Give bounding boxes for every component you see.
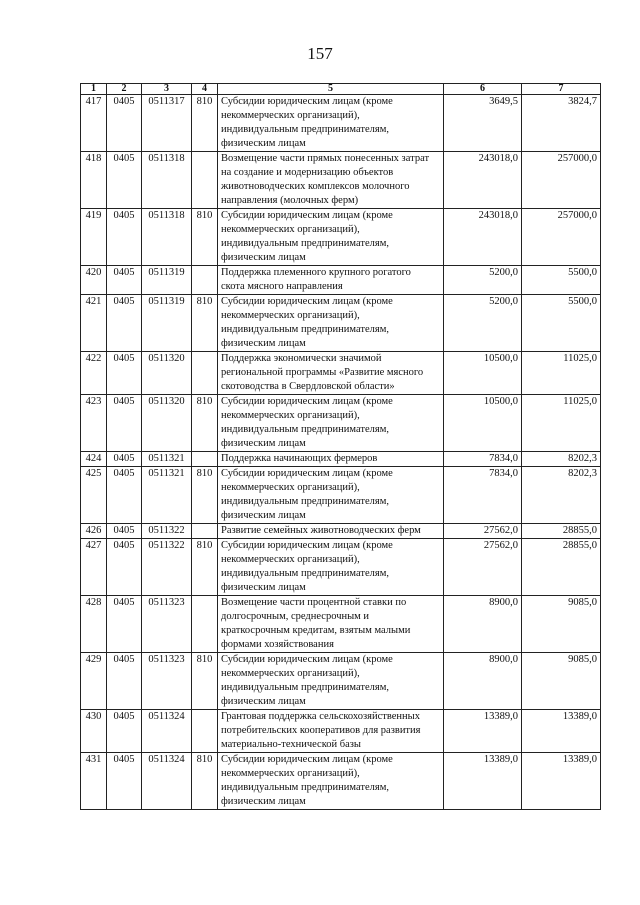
amount-col6-cell: 8900,0 bbox=[444, 596, 522, 653]
item-name-line: физическим лицам bbox=[221, 138, 306, 149]
amount-col6-cell: 10500,0 bbox=[444, 395, 522, 452]
amount-col6-cell: 13389,0 bbox=[444, 710, 522, 753]
expense-type-cell: 810 bbox=[192, 95, 218, 152]
target-code-cell: 0511321 bbox=[142, 452, 192, 467]
target-code-cell: 0511320 bbox=[142, 395, 192, 452]
row-number-cell: 420 bbox=[81, 266, 107, 295]
expense-type-cell: 810 bbox=[192, 539, 218, 596]
item-name-line: долгосрочным, среднесрочным и bbox=[221, 611, 370, 622]
item-name-line: некоммерческих организаций), bbox=[221, 110, 360, 121]
item-name-cell bbox=[218, 753, 444, 810]
item-name-line: скотоводства в Свердловской области» bbox=[221, 381, 395, 392]
table-row bbox=[81, 209, 601, 266]
amount-col7-cell: 3824,7 bbox=[522, 95, 601, 152]
amount-col7-cell: 28855,0 bbox=[522, 524, 601, 539]
item-name-line: индивидуальным предпринимателям, bbox=[221, 568, 389, 579]
amount-col7-cell: 13389,0 bbox=[522, 710, 601, 753]
item-name-line: физическим лицам bbox=[221, 338, 306, 349]
amount-col7-cell: 8202,3 bbox=[522, 452, 601, 467]
amount-col7-cell: 28855,0 bbox=[522, 539, 601, 596]
table-row bbox=[81, 395, 601, 452]
amount-col7-cell: 5500,0 bbox=[522, 295, 601, 352]
amount-col7-cell: 257000,0 bbox=[522, 152, 601, 209]
header-row bbox=[81, 84, 601, 95]
expense-type-cell bbox=[192, 710, 218, 753]
expense-type-cell: 810 bbox=[192, 753, 218, 810]
item-name-line: некоммерческих организаций), bbox=[221, 482, 360, 493]
section-code-cell: 0405 bbox=[107, 266, 142, 295]
item-name-line: некоммерческих организаций), bbox=[221, 554, 360, 565]
target-code-cell: 0511320 bbox=[142, 352, 192, 395]
item-name-line: Субсидии юридическим лицам (кроме bbox=[221, 654, 393, 665]
item-name-line: Субсидии юридическим лицам (кроме bbox=[221, 754, 393, 765]
target-code-cell: 0511322 bbox=[142, 539, 192, 596]
table-row bbox=[81, 710, 601, 753]
row-number-cell: 417 bbox=[81, 95, 107, 152]
item-name-line: индивидуальным предпринимателям, bbox=[221, 682, 389, 693]
item-name-line: индивидуальным предпринимателям, bbox=[221, 324, 389, 335]
item-name-line: индивидуальным предпринимателям, bbox=[221, 238, 389, 249]
target-code-cell: 0511323 bbox=[142, 653, 192, 710]
table-row bbox=[81, 653, 601, 710]
section-code-cell: 0405 bbox=[107, 295, 142, 352]
expense-type-cell bbox=[192, 266, 218, 295]
column-header-1: 1 bbox=[81, 84, 107, 95]
amount-col6-cell: 27562,0 bbox=[444, 539, 522, 596]
amount-col7-cell: 5500,0 bbox=[522, 266, 601, 295]
item-name-cell bbox=[218, 295, 444, 352]
row-number-cell: 429 bbox=[81, 653, 107, 710]
item-name-cell bbox=[218, 209, 444, 266]
item-name-cell bbox=[218, 539, 444, 596]
item-name-line: региональной программы «Развитие мясного bbox=[221, 367, 424, 378]
column-header-7: 7 bbox=[522, 84, 601, 95]
amount-col7-cell: 11025,0 bbox=[522, 352, 601, 395]
amount-col6-cell: 7834,0 bbox=[444, 452, 522, 467]
expense-type-cell bbox=[192, 352, 218, 395]
expense-type-cell: 810 bbox=[192, 395, 218, 452]
item-name-line: индивидуальным предпринимателям, bbox=[221, 782, 389, 793]
item-name-line: направления (молочных ферм) bbox=[221, 195, 359, 206]
table-row bbox=[81, 539, 601, 596]
section-code-cell: 0405 bbox=[107, 524, 142, 539]
section-code-cell: 0405 bbox=[107, 452, 142, 467]
item-name-cell bbox=[218, 710, 444, 753]
item-name-line: физическим лицам bbox=[221, 510, 306, 521]
item-name-line: Развитие семейных животноводческих ферм bbox=[221, 525, 421, 536]
expense-type-cell: 810 bbox=[192, 209, 218, 266]
table-row bbox=[81, 95, 601, 152]
item-name-line: на создание и модернизацию объектов bbox=[221, 167, 394, 178]
item-name-line: Возмещение части процентной ставки по bbox=[221, 597, 407, 608]
section-code-cell: 0405 bbox=[107, 467, 142, 524]
expense-type-cell: 810 bbox=[192, 653, 218, 710]
row-number-cell: 427 bbox=[81, 539, 107, 596]
item-name-line: Грантовая поддержка сельскохозяйственных bbox=[221, 711, 420, 722]
item-name-line: Субсидии юридическим лицам (кроме bbox=[221, 210, 393, 221]
item-name-line: материально-технической базы bbox=[221, 739, 361, 750]
table-row bbox=[81, 753, 601, 810]
item-name-line: некоммерческих организаций), bbox=[221, 224, 360, 235]
section-code-cell: 0405 bbox=[107, 395, 142, 452]
target-code-cell: 0511318 bbox=[142, 152, 192, 209]
section-code-cell: 0405 bbox=[107, 209, 142, 266]
row-number-cell: 428 bbox=[81, 596, 107, 653]
amount-col6-cell: 13389,0 bbox=[444, 753, 522, 810]
table-row bbox=[81, 524, 601, 539]
item-name-cell bbox=[218, 524, 444, 539]
target-code-cell: 0511321 bbox=[142, 467, 192, 524]
item-name-line: Поддержка племенного крупного рогатого bbox=[221, 267, 411, 278]
column-header-2: 2 bbox=[107, 84, 142, 95]
row-number-cell: 423 bbox=[81, 395, 107, 452]
expense-type-cell: 810 bbox=[192, 295, 218, 352]
expense-type-cell bbox=[192, 524, 218, 539]
row-number-cell: 422 bbox=[81, 352, 107, 395]
item-name-line: Возмещение части прямых понесенных затрат bbox=[221, 153, 430, 164]
amount-col6-cell: 5200,0 bbox=[444, 266, 522, 295]
row-number-cell: 418 bbox=[81, 152, 107, 209]
column-header-3: 3 bbox=[142, 84, 192, 95]
item-name-line: Субсидии юридическим лицам (кроме bbox=[221, 468, 393, 479]
amount-col6-cell: 243018,0 bbox=[444, 209, 522, 266]
item-name-line: физическим лицам bbox=[221, 796, 306, 807]
target-code-cell: 0511319 bbox=[142, 266, 192, 295]
section-code-cell: 0405 bbox=[107, 710, 142, 753]
table-row bbox=[81, 467, 601, 524]
expense-type-cell bbox=[192, 596, 218, 653]
item-name-line: потребительских кооперативов для развития bbox=[221, 725, 421, 736]
item-name-line: некоммерческих организаций), bbox=[221, 768, 360, 779]
row-number-cell: 424 bbox=[81, 452, 107, 467]
item-name-cell bbox=[218, 653, 444, 710]
row-number-cell: 425 bbox=[81, 467, 107, 524]
page-number: 157 bbox=[307, 44, 333, 63]
item-name-line: физическим лицам bbox=[221, 252, 306, 263]
item-name-line: некоммерческих организаций), bbox=[221, 410, 360, 421]
item-name-line: краткосрочным кредитам, взятым малыми bbox=[221, 625, 411, 636]
item-name-line: некоммерческих организаций), bbox=[221, 668, 360, 679]
amount-col7-cell: 257000,0 bbox=[522, 209, 601, 266]
item-name-cell bbox=[218, 266, 444, 295]
target-code-cell: 0511317 bbox=[142, 95, 192, 152]
item-name-line: индивидуальным предпринимателям, bbox=[221, 124, 389, 135]
amount-col6-cell: 8900,0 bbox=[444, 653, 522, 710]
section-code-cell: 0405 bbox=[107, 95, 142, 152]
table-row bbox=[81, 352, 601, 395]
item-name-line: скота мясного направления bbox=[221, 281, 343, 292]
target-code-cell: 0511324 bbox=[142, 710, 192, 753]
item-name-line: физическим лицам bbox=[221, 438, 306, 449]
table-row bbox=[81, 596, 601, 653]
budget-table bbox=[80, 83, 601, 810]
column-header-4: 4 bbox=[192, 84, 218, 95]
section-code-cell: 0405 bbox=[107, 753, 142, 810]
table-row bbox=[81, 452, 601, 467]
item-name-line: индивидуальным предпринимателям, bbox=[221, 496, 389, 507]
expense-type-cell bbox=[192, 152, 218, 209]
amount-col7-cell: 11025,0 bbox=[522, 395, 601, 452]
item-name-cell bbox=[218, 452, 444, 467]
item-name-cell bbox=[218, 596, 444, 653]
item-name-cell bbox=[218, 352, 444, 395]
target-code-cell: 0511319 bbox=[142, 295, 192, 352]
amount-col6-cell: 243018,0 bbox=[444, 152, 522, 209]
item-name-line: некоммерческих организаций), bbox=[221, 310, 360, 321]
column-header-5: 5 bbox=[218, 84, 444, 95]
target-code-cell: 0511318 bbox=[142, 209, 192, 266]
section-code-cell: 0405 bbox=[107, 539, 142, 596]
table-body bbox=[81, 95, 601, 810]
item-name-cell bbox=[218, 467, 444, 524]
section-code-cell: 0405 bbox=[107, 352, 142, 395]
row-number-cell: 430 bbox=[81, 710, 107, 753]
item-name-line: Поддержка экономически значимой bbox=[221, 353, 382, 364]
item-name-line: формами хозяйствования bbox=[221, 639, 334, 650]
target-code-cell: 0511323 bbox=[142, 596, 192, 653]
section-code-cell: 0405 bbox=[107, 653, 142, 710]
amount-col6-cell: 3649,5 bbox=[444, 95, 522, 152]
table-row bbox=[81, 295, 601, 352]
target-code-cell: 0511322 bbox=[142, 524, 192, 539]
target-code-cell: 0511324 bbox=[142, 753, 192, 810]
expense-type-cell bbox=[192, 452, 218, 467]
table-row bbox=[81, 152, 601, 209]
amount-col6-cell: 27562,0 bbox=[444, 524, 522, 539]
row-number-cell: 431 bbox=[81, 753, 107, 810]
expense-type-cell: 810 bbox=[192, 467, 218, 524]
item-name-line: индивидуальным предпринимателям, bbox=[221, 424, 389, 435]
row-number-cell: 426 bbox=[81, 524, 107, 539]
item-name-cell bbox=[218, 395, 444, 452]
amount-col7-cell: 13389,0 bbox=[522, 753, 601, 810]
column-header-6: 6 bbox=[444, 84, 522, 95]
amount-col6-cell: 10500,0 bbox=[444, 352, 522, 395]
section-code-cell: 0405 bbox=[107, 596, 142, 653]
item-name-line: животноводческих комплексов молочного bbox=[221, 181, 410, 192]
row-number-cell: 419 bbox=[81, 209, 107, 266]
item-name-line: Поддержка начинающих фермеров bbox=[221, 453, 378, 464]
amount-col7-cell: 8202,3 bbox=[522, 467, 601, 524]
item-name-line: Субсидии юридическим лицам (кроме bbox=[221, 540, 393, 551]
amount-col7-cell: 9085,0 bbox=[522, 596, 601, 653]
amount-col6-cell: 5200,0 bbox=[444, 295, 522, 352]
item-name-line: Субсидии юридическим лицам (кроме bbox=[221, 296, 393, 307]
item-name-cell bbox=[218, 95, 444, 152]
item-name-cell bbox=[218, 152, 444, 209]
item-name-line: Субсидии юридическим лицам (кроме bbox=[221, 96, 393, 107]
item-name-line: физическим лицам bbox=[221, 696, 306, 707]
item-name-line: Субсидии юридическим лицам (кроме bbox=[221, 396, 393, 407]
amount-col6-cell: 7834,0 bbox=[444, 467, 522, 524]
amount-col7-cell: 9085,0 bbox=[522, 653, 601, 710]
item-name-line: физическим лицам bbox=[221, 582, 306, 593]
row-number-cell: 421 bbox=[81, 295, 107, 352]
section-code-cell: 0405 bbox=[107, 152, 142, 209]
table-row bbox=[81, 266, 601, 295]
